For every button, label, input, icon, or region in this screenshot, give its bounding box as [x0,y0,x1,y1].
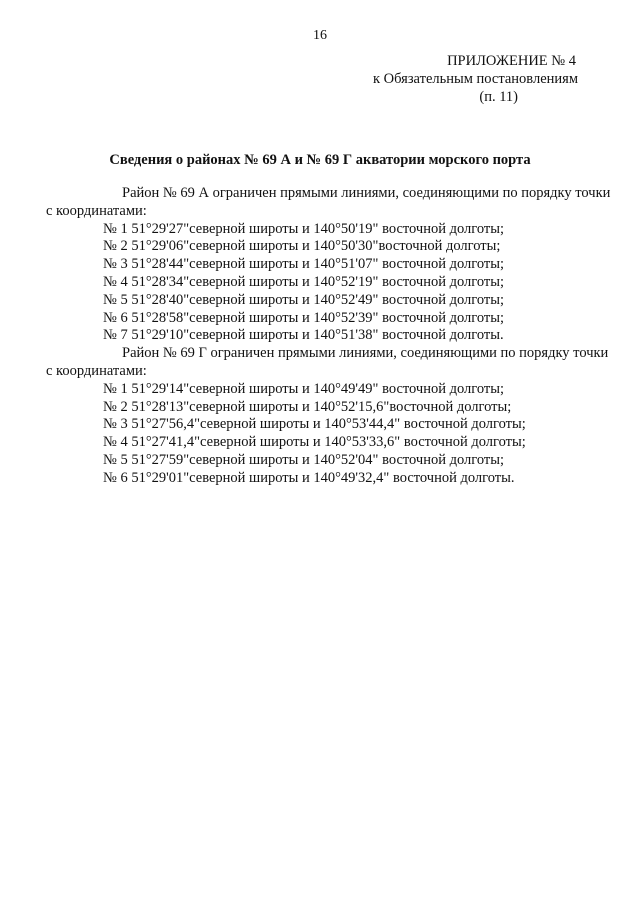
section-intro-continuation: с координатами: [46,202,147,219]
coordinate-point: № 4 51°27'41,4"северной широты и 140°53'33,6" восточной долготы; [103,434,526,451]
coordinate-point: № 2 51°29'06"северной широты и 140°50'30"восточной долготы; [103,238,501,255]
appendix-header [318,52,578,106]
appendix-title: ПРИЛОЖЕНИЕ № 4 [447,53,576,69]
section-intro-line: Район № 69 А ограничен прямыми линиями, соединяющими по порядку точки [122,185,611,201]
document-title: Сведения о районах № 69 А и № 69 Г акватории морского порта [109,152,531,168]
coordinate-point: № 5 51°27'59"северной широты и 140°52'04" восточной долготы; [103,451,505,468]
section-intro-continuation: с координатами: [46,362,147,379]
page-number: 16 [313,28,327,43]
coordinate-point: № 4 51°28'34"северной широты и 140°52'19" восточной долготы; [103,273,505,290]
coordinate-point: № 1 51°29'27"северной широты и 140°50'19" восточной долготы; [103,220,505,237]
coordinate-point: № 5 51°28'40"северной широты и 140°52'49" восточной долготы; [103,291,505,308]
coordinate-point: № 2 51°28'13"северной широты и 140°52'15,6"восточной долготы; [103,398,512,415]
section-intro-line: Район № 69 Г ограничен прямыми линиями, соединяющими по порядку точки [122,345,609,362]
appendix-reference: к Обязательным постановлениям [373,71,578,87]
appendix-item: (п. 11) [479,89,518,105]
coordinate-point: № 7 51°29'10"северной широты и 140°51'38" восточной долготы. [103,327,504,344]
coordinate-point: № 3 51°28'44"северной широты и 140°51'07" восточной долготы; [103,256,505,273]
section-69a [46,185,611,345]
coordinate-point: № 1 51°29'14"северной широты и 140°49'49" восточной долготы; [103,380,505,397]
section-69g [46,345,609,487]
coordinate-point: № 3 51°27'56,4"северной широты и 140°53'44,4" восточной долготы; [103,416,526,433]
coordinate-point: № 6 51°28'58"северной широты и 140°52'39" восточной долготы; [103,309,505,326]
coordinate-point: № 6 51°29'01"северной широты и 140°49'32,4" восточной долготы. [103,469,515,486]
document-body [46,185,611,488]
